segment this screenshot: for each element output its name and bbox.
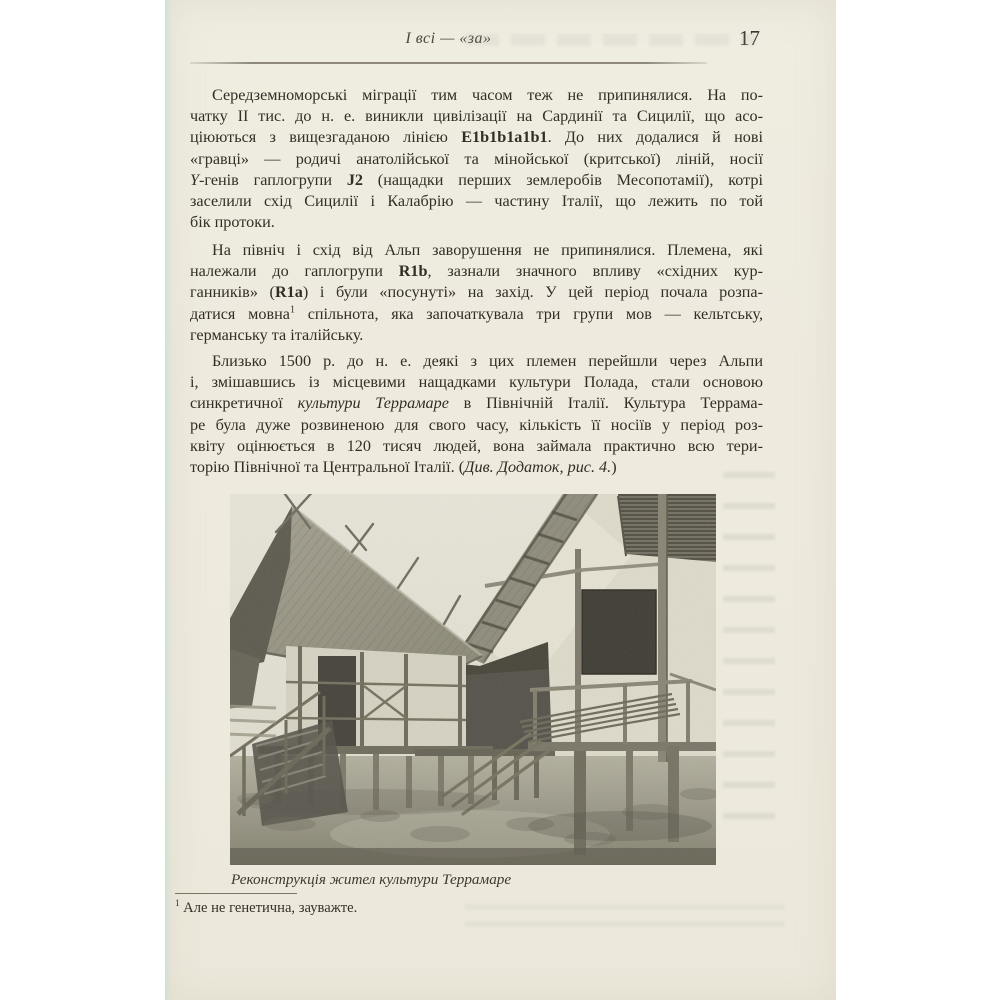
text-line: Близько 1500 р. до н. е. деякі з цих племен перейшли через Альпи	[212, 352, 763, 370]
text-line: і, змішавшись із місцевими нащадками культури Полада, стали основою	[190, 373, 763, 392]
footnote-marker: 1	[175, 898, 180, 909]
footnote-text: Але не генетична, зауважте.	[179, 900, 358, 916]
paragraph-2	[190, 240, 763, 346]
text-line: чатку II тис. до н. е. виникли цивілізації на Сардинії та Сицилії, що асо-	[190, 107, 763, 126]
text-line: На північ і схід від Альп заворушення не припинялися. Племена, які	[212, 241, 763, 259]
footnote-rule	[175, 893, 297, 894]
header-rule	[190, 62, 707, 64]
text-line: датися мовна$^1$ спільнота, яка започаткувала три групи мов — кельтську,	[190, 304, 763, 323]
text-line: ре була дуже розвиненою для свого часу, кількість її носіїв у період роз-	[190, 415, 763, 434]
bleedthrough-right-margin	[723, 472, 775, 832]
running-title: І всі — «за»	[405, 30, 492, 47]
bleedthrough-footnote-area	[465, 904, 785, 930]
text-line: ганників» (R1a) і були «посунуті» на захід. У цей період почала розпа-	[190, 283, 763, 302]
text-line: «гравці» — родичі анатолійської та мінойської (критської) ліній, носії	[190, 149, 763, 168]
paragraph-1	[190, 85, 763, 233]
photo-caption: Реконструкція жител культури Террамаре	[231, 871, 512, 888]
text-line: Y-генів гаплогрупи J2 (нащадки перших землеробів Месопотамії), котрі	[190, 170, 763, 189]
text-line: заселили схід Сицилії і Калабрію — частину Італії, що лежить по той	[190, 192, 763, 211]
terramare-photo	[230, 494, 716, 865]
text-line: ціюються з вищезгаданою лінією E1b1b1a1b1. До них додалися й нові	[190, 128, 763, 147]
text-line: Середземноморські міграції тим часом теж не припинялися. На по-	[212, 86, 763, 104]
text-line: торію Північної та Центральної Італії. (Див. Додаток, рис. 4.)	[190, 458, 617, 477]
text-line: квіту оцінюється в 120 тисяч людей, вона займала практично всю тери-	[190, 436, 763, 455]
text-line: синкретичної культури Террамаре в Північній Італії. Культура Террама-	[190, 394, 764, 413]
book-page	[165, 0, 836, 1000]
page-number: 17	[739, 26, 760, 50]
paragraph-3	[190, 351, 763, 478]
text-line: належали до гаплогрупи R1b, зазнали значного впливу «східних кур-	[190, 262, 763, 281]
footnote	[175, 900, 357, 917]
text-line: германську та італійську.	[190, 325, 364, 344]
text-line: бік протоки.	[190, 213, 275, 232]
